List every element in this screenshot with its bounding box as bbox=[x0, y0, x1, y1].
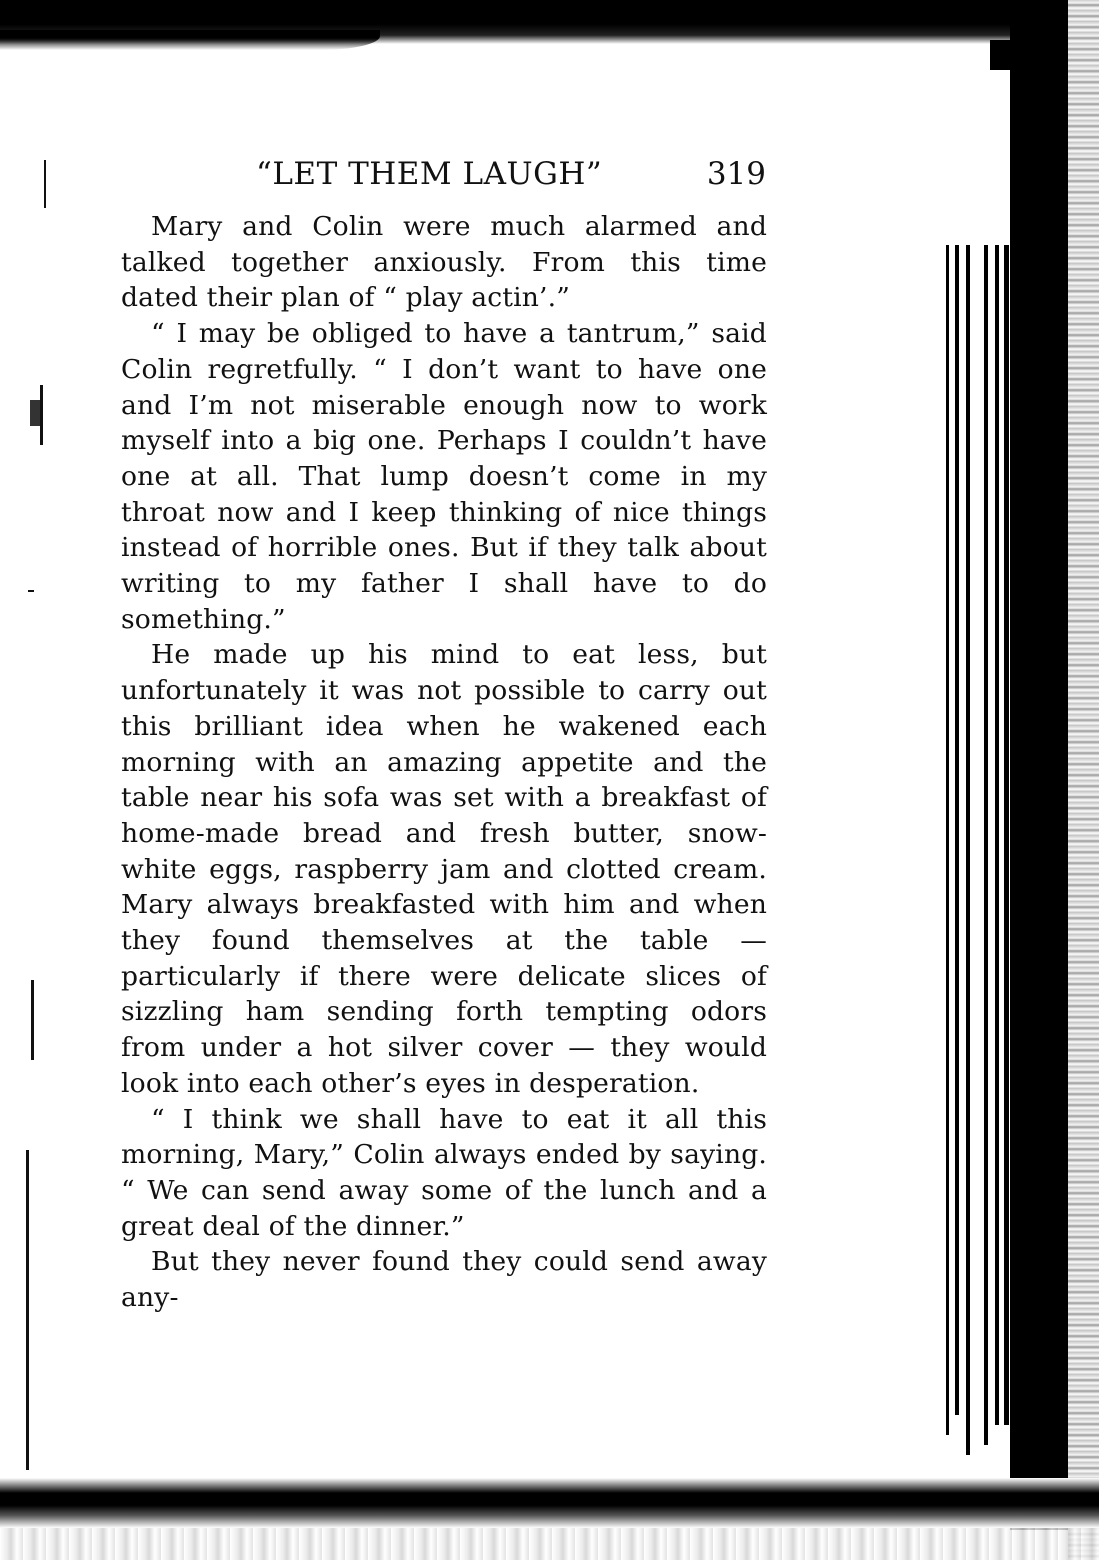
margin-mark bbox=[40, 385, 43, 445]
body-text bbox=[121, 209, 767, 1316]
paragraph: “ I think we shall have to eat it all this morning, Mary,” Colin always ended by saying. “ We can send away some of the lunch and a great deal of the dinner.” bbox=[121, 1103, 767, 1242]
margin-mark bbox=[26, 1150, 29, 1470]
paragraph: He made up his mind to eat less, but unfortunately it was not possible to carry out this brilliant idea when he wakened each morning with an amazing appetite and the table near his sofa was set with a breakfast of home-made bread and fresh butter, snow-white eggs, raspberry jam and clotted cream. Mary always breakfasted with him and when they found themselves at the table — particularly if there were delicate slices of sizzling ham sending forth tempting odors from under a hot silver cover — they would look into each other’s eyes in desperation. bbox=[121, 639, 767, 1099]
margin-mark bbox=[30, 400, 40, 426]
paragraph: Mary and Colin were much alarmed and talked together anxiously. From this time dated their plan of “ play actin’.” bbox=[121, 211, 767, 314]
bleed-through-line bbox=[966, 245, 970, 1455]
margin-mark bbox=[28, 590, 34, 592]
margin-mark bbox=[44, 160, 46, 208]
scan-bottom-shadow bbox=[0, 1478, 1099, 1528]
running-head: “LET THEM LAUGH” bbox=[256, 156, 603, 192]
page-header bbox=[256, 152, 766, 202]
scan-top-shadow-tail bbox=[0, 30, 380, 50]
bleed-through-line bbox=[995, 245, 999, 1425]
scan-right-spine-corner bbox=[990, 40, 1020, 70]
page-number: 319 bbox=[706, 156, 766, 192]
bleed-through-line bbox=[955, 245, 959, 1415]
bleed-through-line bbox=[1004, 245, 1009, 1425]
bleed-through-line bbox=[946, 245, 949, 1435]
paragraph: “ I may be obliged to have a tantrum,” said Colin regretfully. “ I don’t want to have one and I’m not miserable enough now to work myself into a big one. Perhaps I couldn’t have one at all. That lump doesn’t come in my throat now and I keep thinking of nice things instead of horrible ones. But if they talk about writing to my father I shall have to do something.” bbox=[121, 318, 767, 635]
bleed-through-line bbox=[984, 245, 988, 1445]
scan-right-edge-noise bbox=[1068, 0, 1099, 1560]
scan-right-spine-shadow bbox=[1010, 0, 1070, 1530]
paragraph: But they never found they could send away any- bbox=[121, 1246, 767, 1314]
scan-bottom-edge-noise bbox=[0, 1528, 1099, 1560]
margin-mark bbox=[31, 980, 34, 1060]
